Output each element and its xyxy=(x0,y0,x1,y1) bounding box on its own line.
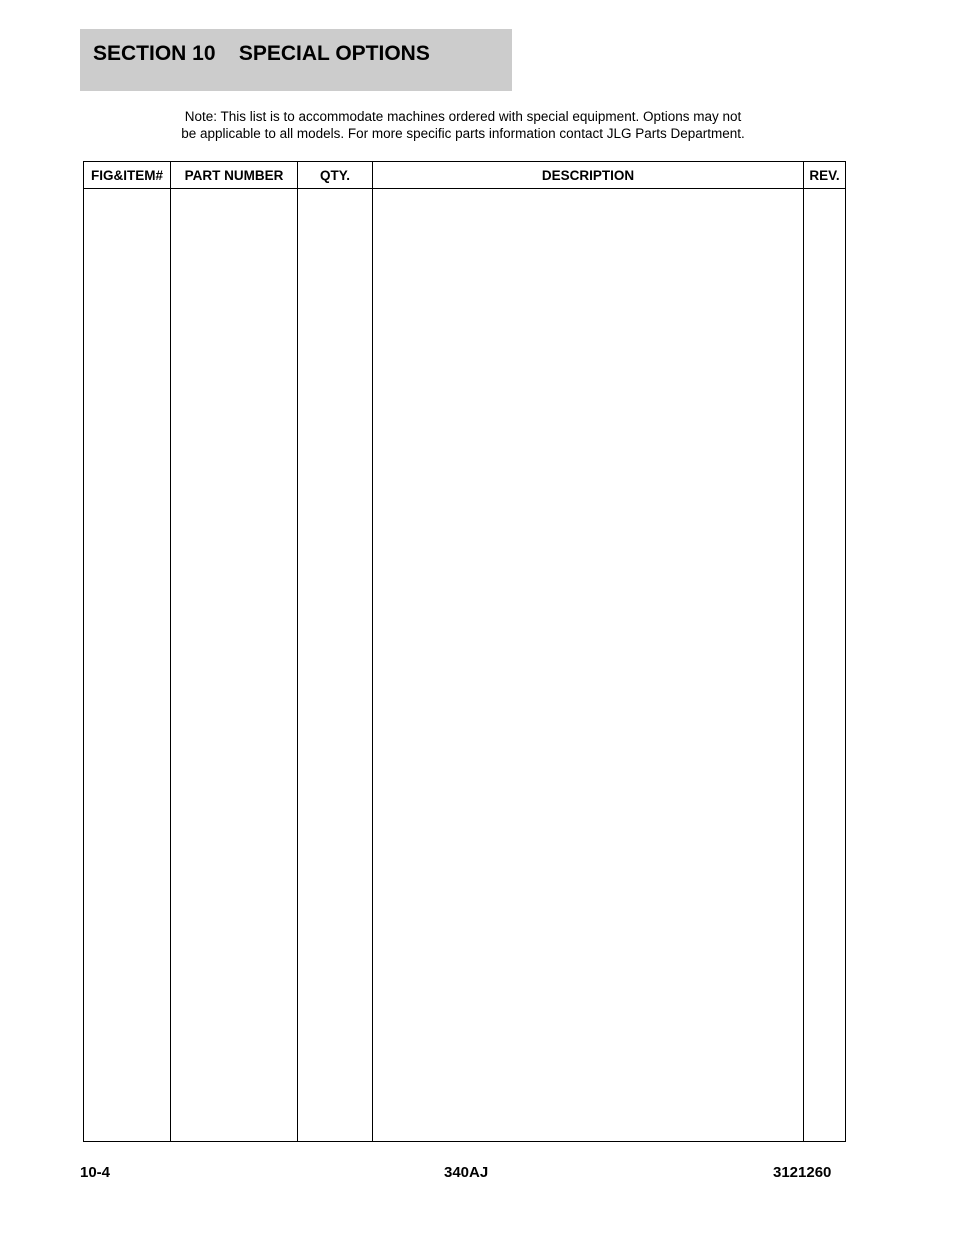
options-note xyxy=(120,108,806,142)
rev-column-cell xyxy=(804,189,846,1142)
column-header-rev: REV. xyxy=(804,162,846,189)
section-title: SECTION 10 SPECIAL OPTIONS xyxy=(93,42,430,65)
qty-column-cell xyxy=(298,189,373,1142)
note-line-2: be applicable to all models. For more specific parts information contact JLG Parts Department. xyxy=(181,126,745,141)
column-header-part-number: PART NUMBER xyxy=(171,162,298,189)
column-header-description: DESCRIPTION xyxy=(373,162,804,189)
section-header-banner xyxy=(80,29,512,91)
footer-page-number: 10-4 xyxy=(80,1164,111,1181)
description-column-cell xyxy=(373,189,804,1142)
special-options-parts-table xyxy=(83,161,846,1142)
column-header-qty: QTY. xyxy=(298,162,373,189)
note-line-1: Note: This list is to accommodate machines ordered with special equipment. Options may not xyxy=(184,109,742,124)
footer-model: 340AJ xyxy=(444,1164,489,1181)
table-body-row-empty xyxy=(84,189,846,1142)
fig-item-column-cell xyxy=(84,189,171,1142)
table-header-row xyxy=(84,162,846,189)
part-number-column-cell xyxy=(171,189,298,1142)
footer-document-number: 3121260 xyxy=(773,1164,832,1181)
column-header-fig-item: FIG&ITEM# xyxy=(84,162,171,189)
